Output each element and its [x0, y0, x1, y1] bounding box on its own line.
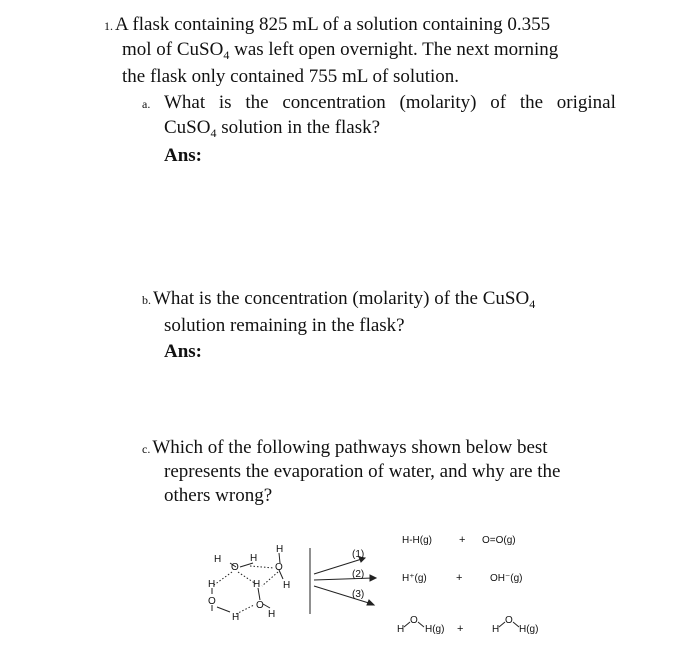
- atom-h: H: [253, 579, 261, 590]
- pathway-products: [397, 534, 538, 635]
- atom-h: H: [208, 579, 216, 590]
- water-cluster: [212, 553, 283, 612]
- question-text-2a: mol of CuSO: [122, 39, 224, 60]
- atom-h: H: [283, 580, 291, 591]
- subscript-4: 4: [210, 126, 217, 140]
- part-a-word: of: [490, 92, 507, 113]
- part-b-text-2: solution remaining in the flask?: [164, 315, 405, 336]
- part-c-text-2: represents the evaporation of water, and why are the: [164, 461, 561, 482]
- part-b-text-1: What is the concentration (molarity) of the CuSO: [153, 288, 530, 309]
- pathway1-left: H-H(g): [402, 535, 432, 546]
- part-a-word: What: [164, 92, 206, 113]
- atom-o: O: [208, 596, 216, 607]
- pathway-label-3: (3): [352, 589, 365, 600]
- part-a-word: concentration: [282, 92, 386, 113]
- atom-h: H: [268, 609, 276, 620]
- atom-h: H: [276, 544, 284, 555]
- pathway2-left: H⁺(g): [402, 573, 427, 584]
- part-a-word: is: [218, 92, 232, 113]
- plus-sign: +: [457, 623, 464, 635]
- atom-o: O: [256, 600, 264, 611]
- atom-h: H: [250, 553, 258, 564]
- pathway-label-1: (1): [352, 549, 365, 560]
- part-c-text-1: Which of the following pathways shown below best: [152, 437, 548, 458]
- water-atoms: [208, 544, 290, 623]
- question-text-2b: was left open overnight. The next morning: [229, 39, 559, 60]
- pathway-arrows: [314, 557, 376, 605]
- question-text-1: A flask containing 825 mL of a solution containing 0.355: [115, 14, 551, 35]
- atom-o: O: [410, 615, 418, 626]
- part-a-word: original: [556, 92, 616, 113]
- part-c-text-3: others wrong?: [164, 485, 273, 506]
- plus-sign: +: [459, 534, 466, 546]
- atom-o: O: [231, 562, 239, 573]
- part-c-label: c.: [142, 442, 151, 456]
- atom-h: H: [214, 554, 222, 565]
- part-a-text-2b: solution in the flask?: [216, 117, 381, 138]
- pathway1-right: O=O(g): [482, 535, 516, 546]
- pathway3-left: H(g): [425, 624, 445, 635]
- atom-o: O: [275, 562, 283, 573]
- subscript-4: 4: [223, 48, 230, 62]
- part-b-label: b.: [142, 293, 151, 307]
- pathway3-right: H(g): [519, 624, 539, 635]
- pathway2-right: OH⁻(g): [490, 573, 523, 584]
- atom-h: H: [492, 624, 500, 635]
- atom-h: H: [232, 612, 240, 623]
- pathway-label-2: (2): [352, 569, 365, 580]
- part-a-word: the: [519, 92, 544, 113]
- part-a-answer-label: Ans:: [164, 145, 203, 166]
- part-a-word: (molarity): [399, 92, 477, 113]
- part-a-word: the: [245, 92, 269, 113]
- part-b-answer-label: Ans:: [164, 341, 203, 362]
- plus-sign: +: [456, 572, 463, 584]
- atom-h: H: [397, 624, 405, 635]
- part-a-text-2a: CuSO: [164, 117, 211, 138]
- subscript-4: 4: [529, 297, 536, 311]
- part-a-label: a.: [142, 97, 151, 111]
- question-number: 1.: [104, 19, 113, 33]
- atom-o: O: [505, 615, 513, 626]
- question-text-3: the flask only contained 755 mL of solution.: [122, 66, 460, 87]
